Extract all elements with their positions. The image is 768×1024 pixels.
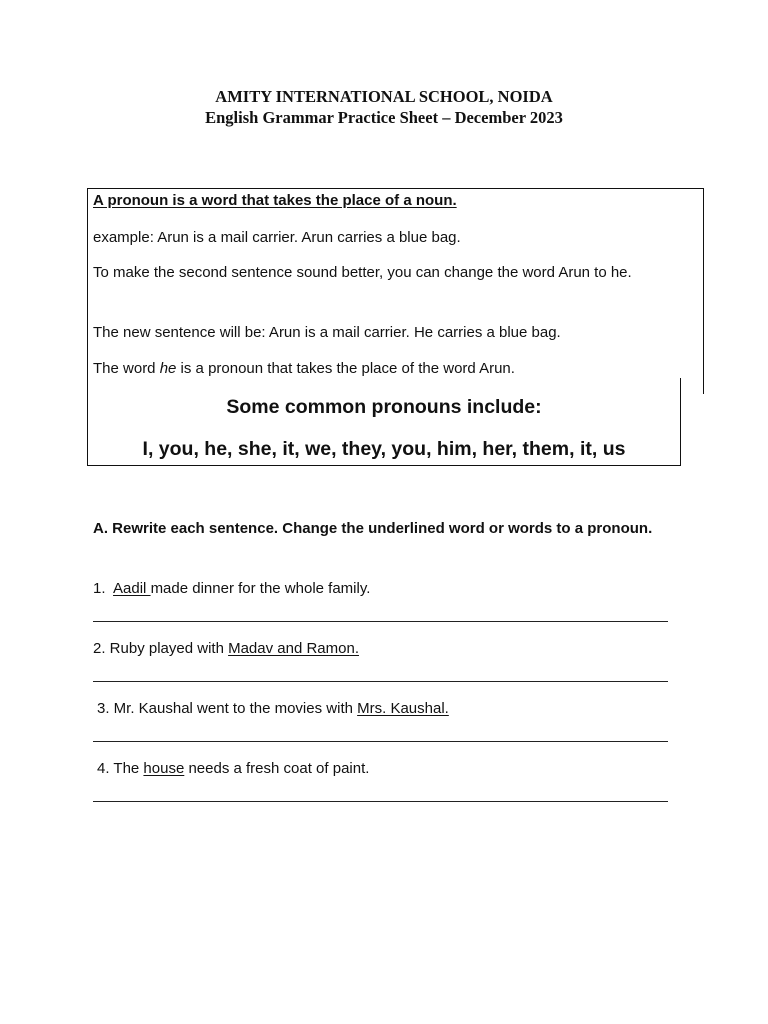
question-underlined: Aadil	[113, 580, 151, 597]
answer-line-4[interactable]	[93, 801, 668, 802]
question-prefix: 4. The	[97, 760, 144, 777]
question-3	[97, 698, 449, 720]
question-1	[93, 578, 370, 600]
question-underlined: Madav and Ramon.	[228, 640, 359, 657]
question-underlined: house	[143, 760, 185, 777]
new-sentence-text: The new sentence will be: Arun is a mail carrier. He carries a blue bag.	[93, 324, 561, 341]
exercise-instruction: A. Rewrite each sentence. Change the underlined word or words to a pronoun.	[93, 520, 653, 537]
question-prefix: 2. Ruby played with	[93, 640, 229, 657]
word-he-after: is a pronoun that takes the place of the word Arun.	[176, 360, 515, 377]
question-prefix: 3. Mr. Kaushal went to the movies with	[97, 700, 358, 717]
question-underlined: Mrs. Kaushal.	[357, 700, 449, 717]
explanation-text: To make the second sentence sound better, you can change the word Arun to he.	[93, 264, 632, 281]
pronoun-definition: A pronoun is a word that takes the place of a noun.	[93, 192, 457, 209]
word-he-italic: he	[159, 360, 177, 377]
common-pronouns-list: I, you, he, she, it, we, they, you, him, her, them, it, us	[142, 438, 626, 460]
box-border-left	[87, 188, 88, 466]
school-name: AMITY INTERNATIONAL SCHOOL, NOIDA	[215, 87, 553, 106]
example-text: example: Arun is a mail carrier. Arun carries a blue bag.	[93, 229, 461, 246]
box-border-right-upper	[703, 188, 704, 394]
question-prefix: 1.	[93, 580, 114, 597]
word-he-sentence	[93, 357, 515, 381]
answer-line-3[interactable]	[93, 741, 668, 742]
box-border-right-lower	[680, 378, 681, 466]
question-4	[97, 758, 369, 780]
question-2	[93, 638, 359, 660]
sheet-title: English Grammar Practice Sheet – December 2023	[205, 108, 563, 127]
answer-line-1[interactable]	[93, 621, 668, 622]
question-rest: needs a fresh coat of paint.	[184, 760, 370, 777]
answer-line-2[interactable]	[93, 681, 668, 682]
word-he-before: The word	[93, 360, 160, 377]
common-pronouns-heading: Some common pronouns include:	[226, 396, 542, 418]
box-border-bottom	[87, 465, 681, 466]
question-rest: made dinner for the whole family.	[150, 580, 371, 597]
